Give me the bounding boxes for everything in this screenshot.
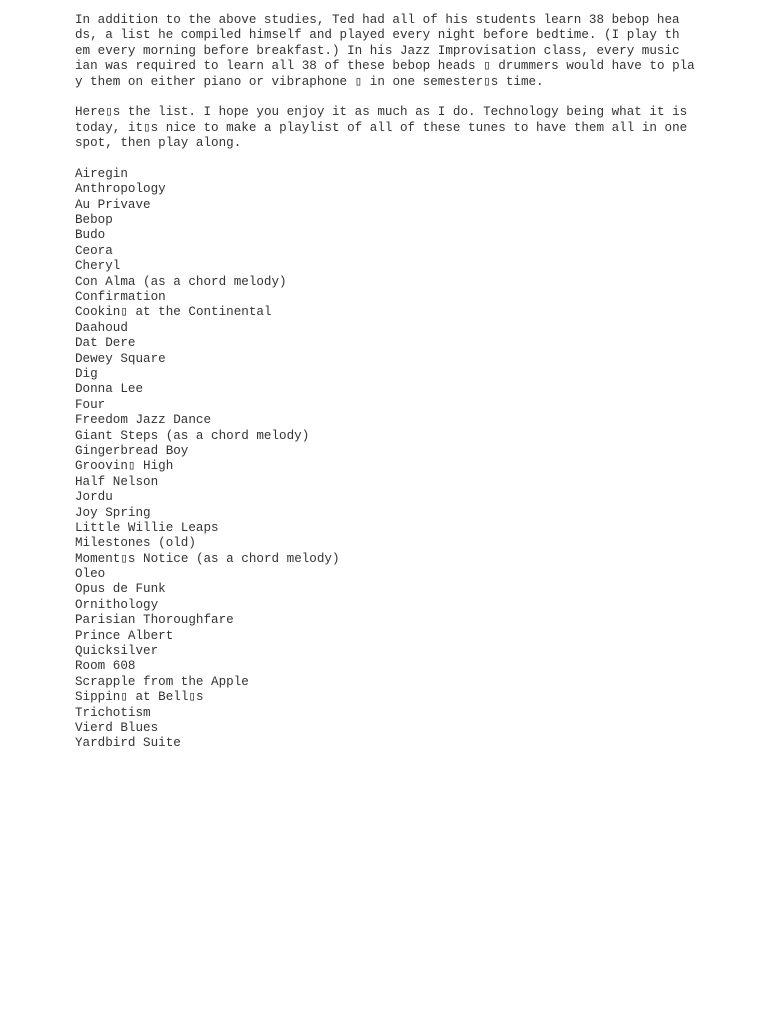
tune-list-item: Opus de Funk — [75, 582, 166, 597]
tune-list-item: Au Privave — [75, 197, 151, 212]
text-line: y them on either piano or vibraphone ▯ in one semester▯s time. — [75, 74, 544, 89]
tune-list-item: Bebop — [75, 213, 113, 228]
list-intro-paragraph — [75, 105, 695, 151]
tune-list-item: Airegin — [75, 166, 128, 181]
tune-list-item: Jordu — [75, 490, 113, 505]
tune-list-item: Parisian Thoroughfare — [75, 613, 234, 628]
text-line: In addition to the above studies, Ted had all of his students learn 38 bebop hea — [75, 13, 680, 27]
tune-list-item: Quicksilver — [75, 644, 159, 659]
tune-list-item: Little Willie Leaps — [75, 520, 219, 535]
text-line: ian was required to learn all 38 of these bebop heads ▯ drummers would have to pla — [75, 59, 695, 74]
tune-list-item: Confirmation — [75, 290, 166, 305]
tune-list-item: Yardbird Suite — [75, 736, 181, 751]
tune-list-item: Joy Spring — [75, 505, 151, 520]
document-page — [75, 13, 695, 752]
tune-list-item: Cookin▯ at the Continental — [75, 305, 272, 320]
tune-list-item: Oleo — [75, 567, 106, 582]
tune-list-item: Scrapple from the Apple — [75, 674, 249, 689]
tune-list-item: Con Alma (as a chord melody) — [75, 274, 287, 289]
tune-list-item: Ceora — [75, 243, 113, 258]
tune-list-item: Vierd Blues — [75, 720, 159, 735]
text-line: spot, then play along. — [75, 136, 242, 151]
tune-list-item: Ornithology — [75, 597, 159, 612]
text-line: Here▯s the list. I hope you enjoy it as much as I do. Technology being what it is — [75, 105, 688, 120]
tune-list-item: Groovin▯ High — [75, 459, 174, 474]
tune-list-item: Prince Albert — [75, 628, 174, 643]
tune-list-item: Anthropology — [75, 182, 166, 197]
tune-list-item: Donna Lee — [75, 382, 144, 397]
tune-list-item: Dig — [75, 366, 98, 381]
tune-list-item: Milestones (old) — [75, 536, 196, 551]
tune-list-item: Four — [75, 397, 106, 412]
tune-list-item: Giant Steps (as a chord melody) — [75, 428, 310, 443]
text-line: em every morning before breakfast.) In his Jazz Improvisation class, every music — [75, 43, 680, 58]
tune-list-item: Dat Dere — [75, 336, 136, 351]
tune-list-item: Moment▯s Notice (as a chord melody) — [75, 551, 340, 566]
tune-list-item: Cheryl — [75, 259, 121, 274]
text-line: ds, a list he compiled himself and played every night before bedtime. (I play th — [75, 28, 680, 43]
tune-list-item: Sippin▯ at Bell▯s — [75, 690, 204, 705]
tune-list-item: Daahoud — [75, 320, 128, 335]
tune-list-item: Budo — [75, 228, 106, 243]
tune-list-item: Room 608 — [75, 659, 136, 674]
tune-list — [75, 167, 695, 752]
tune-list-item: Gingerbread Boy — [75, 443, 189, 458]
tune-list-item: Dewey Square — [75, 351, 166, 366]
text-line: today, it▯s nice to make a playlist of all of these tunes to have them all in one — [75, 120, 688, 135]
tune-list-item: Half Nelson — [75, 474, 159, 489]
tune-list-item: Freedom Jazz Dance — [75, 413, 212, 428]
intro-paragraph — [75, 13, 695, 90]
tune-list-item: Trichotism — [75, 705, 151, 720]
